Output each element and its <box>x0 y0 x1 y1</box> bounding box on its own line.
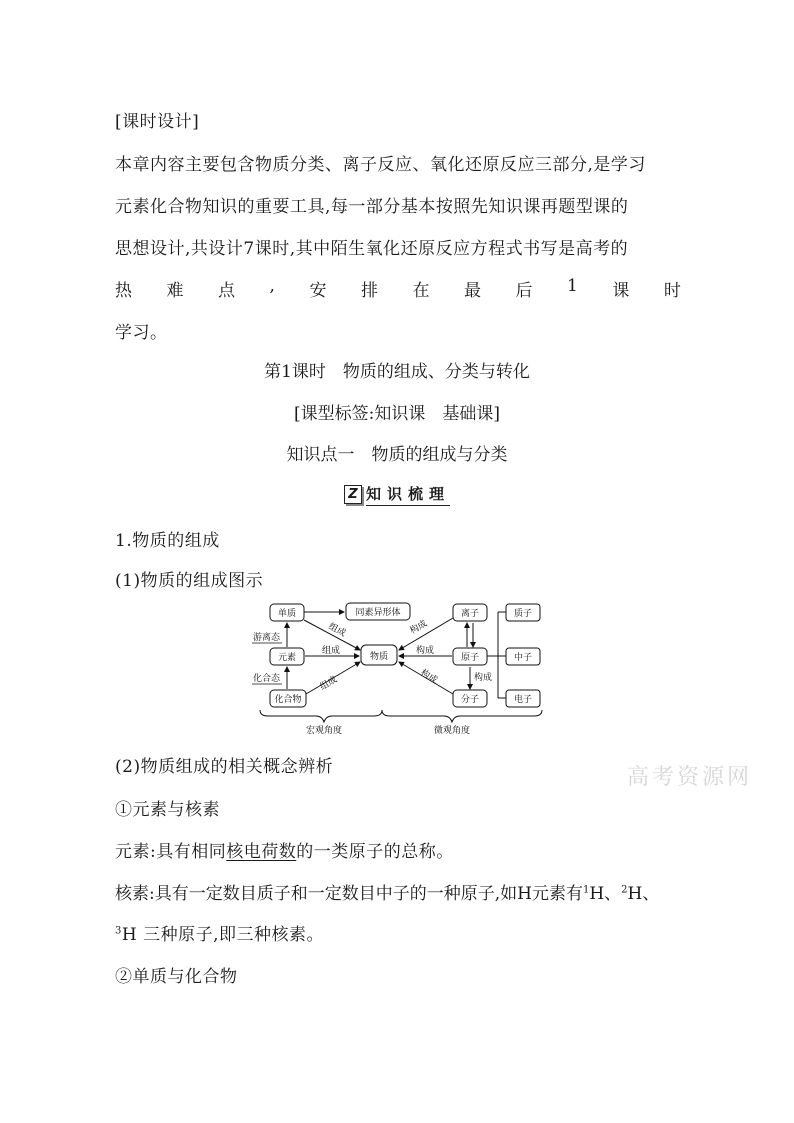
char: , <box>269 276 275 296</box>
section-title: 知识梳理 <box>366 483 450 506</box>
char: 点 <box>218 281 236 301</box>
label-goucheng-3: 构成 <box>474 673 493 683</box>
char: 热 <box>115 281 132 301</box>
label-zhizi: 质子 <box>513 609 533 619</box>
sub-b-title: ②单质与化合物 <box>115 967 238 987</box>
def-prefix: 元素:具有相同 <box>115 842 227 862</box>
char: 排 <box>360 281 378 301</box>
isotope-symbol: H <box>121 925 138 945</box>
label-fenzi: 分子 <box>460 695 480 705</box>
heading: [课时设计] <box>115 112 200 132</box>
element-definition <box>115 837 454 862</box>
label-goucheng-2: 构成 <box>416 646 435 656</box>
isotope-symbol: H <box>589 884 605 904</box>
char: 难 <box>166 281 184 301</box>
label-yuanzi: 原子 <box>460 653 480 663</box>
char: 在 <box>412 281 430 301</box>
def-suffix: 的一类原子的总称。 <box>296 842 454 862</box>
char: 最 <box>464 281 482 301</box>
separator: 、 <box>642 884 660 904</box>
def-keyword: 核电荷数 <box>226 842 297 862</box>
label-huahewu: 化合物 <box>274 695 302 705</box>
isotope-mass: 1 <box>582 884 590 896</box>
label-lizi: 离子 <box>460 609 480 619</box>
label-huahetai: 化合态 <box>253 674 281 684</box>
lesson-tags: [课型标签:知识课 基础课] <box>294 404 500 424</box>
intro-line-1: 本章内容主要包含物质分类、离子反应、氧化还原反应三部分,是学习 <box>115 155 646 175</box>
char: 课 <box>612 281 630 301</box>
char: 后 <box>515 281 533 301</box>
item-1-sub-2: (2)物质组成的相关概念辨析 <box>115 757 334 777</box>
label-wuzhi: 物质 <box>369 652 389 662</box>
composition-diagram <box>248 598 548 738</box>
section-badge <box>0 483 794 506</box>
label-zucheng-3: 组成 <box>318 674 340 693</box>
label-zucheng-2: 组成 <box>322 646 341 656</box>
isotope-mass: 2 <box>621 884 628 896</box>
z-logo-icon: Z <box>344 485 362 504</box>
intro-line-2: 元素化合物知识的重要工具,每一部分基本按照先知识课再题型课的 <box>115 197 629 217</box>
label-zhongzi: 中子 <box>513 653 533 663</box>
label-yuansu: 元素 <box>277 653 297 663</box>
nuclide-definition-line-2 <box>115 920 324 945</box>
isotope-symbol: H <box>627 884 643 904</box>
label-goucheng-1: 构成 <box>408 618 430 637</box>
separator: 、 <box>604 884 622 904</box>
label-tongsu: 同素异形体 <box>355 608 401 618</box>
label-zucheng-1: 组成 <box>326 621 348 640</box>
nuclide-definition-line-1 <box>115 879 659 904</box>
label-youlitai: 游离态 <box>253 633 281 643</box>
item-1: 1.物质的组成 <box>115 531 220 551</box>
intro-last-line: 学习。 <box>115 323 168 343</box>
label-danzhi: 单质 <box>277 609 297 619</box>
intro-line-3: 思想设计,共设计7课时,其中陌生氧化还原反应方程式书写是高考的 <box>115 239 629 259</box>
intro-line-justified <box>115 276 681 301</box>
item-1-sub-1: (1)物质的组成图示 <box>115 571 264 591</box>
label-hongguan: 宏观角度 <box>305 726 343 736</box>
sub-a-title: ①元素与核素 <box>115 800 220 820</box>
nuclide-text-2: 三种原子,即三种核素。 <box>143 925 325 945</box>
isotope-mass: 3 <box>115 925 122 937</box>
lesson-title: 第1课时 物质的组成、分类与转化 <box>264 362 530 382</box>
char: 1 <box>567 276 578 296</box>
watermark: 高考资源网 <box>627 765 753 790</box>
nuclide-text: 核素:具有一定数目质子和一定数目中子的一种原子,如H元素有 <box>115 884 583 904</box>
char: 时 <box>663 281 681 301</box>
char: 安 <box>309 281 327 301</box>
label-goucheng-4: 构成 <box>418 668 439 687</box>
label-weiguan: 微观角度 <box>433 726 471 736</box>
label-dianzi: 电子 <box>513 695 533 705</box>
knowledge-point-title: 知识点一 物质的组成与分类 <box>286 445 508 465</box>
